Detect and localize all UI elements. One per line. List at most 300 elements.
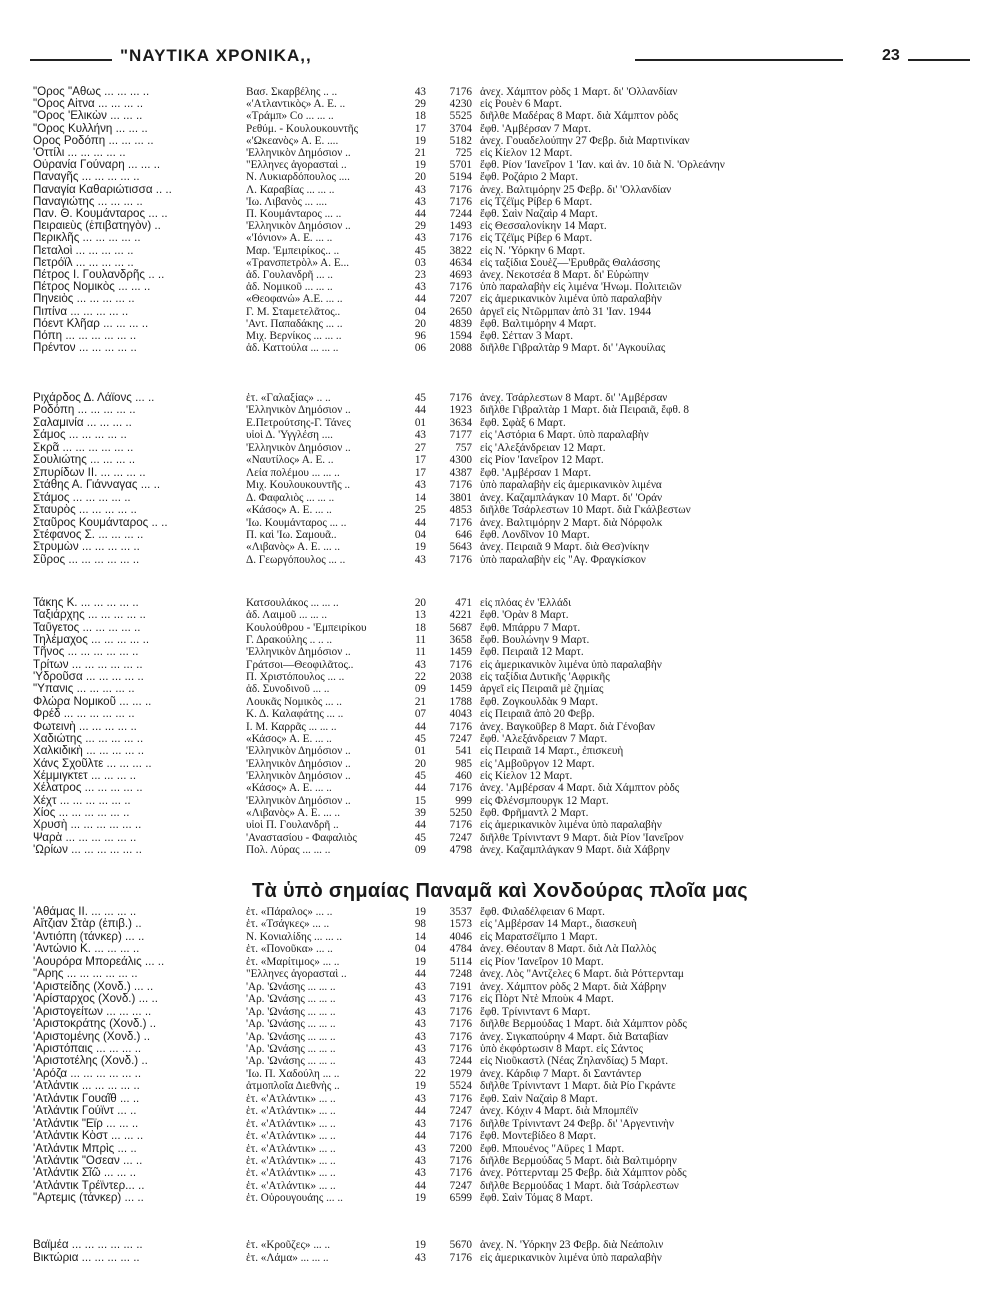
ship-status: διῆλθε Τσάρλεστων 10 Μαρτ. διὰ Γκάλβεστων xyxy=(480,504,691,517)
ship-name: Στέφανος Σ. ... ... ... .. xyxy=(33,528,144,541)
ship-status: εἰς Πειραιᾶ 14 Μαρτ., ἐπισκευὴ xyxy=(480,745,624,758)
ship-year: 04 xyxy=(414,528,426,541)
ship-name: "Ορος Αἶτνα ... ... ... .. xyxy=(33,98,144,111)
ship-row xyxy=(0,318,1000,330)
ship-status: διῆλθε Γιβραλτὰρ 1 Μαρτ. διὰ Πειραιᾶ, ἔφθ. 8 xyxy=(480,404,690,417)
ship-tonnage: 725 xyxy=(455,147,472,159)
ship-year: 15 xyxy=(414,794,426,807)
header-rule-left xyxy=(30,59,112,61)
ship-name: 'Ατλάντικ Γούϊντ ... .. xyxy=(33,1105,137,1118)
ship-year: 43 xyxy=(414,1055,426,1068)
ship-year: 20 xyxy=(414,757,426,770)
ship-row xyxy=(0,281,1000,293)
ship-row xyxy=(0,708,1000,720)
ship-name: 'Αριστομένης (Χονδ.) .. xyxy=(33,1030,151,1043)
ship-name: Πόπη ... ... ... ... ... .. xyxy=(33,330,137,342)
ship-status: ἀνεχ. Ν. 'Υόρκην 23 Φεβρ. διὰ Νεάπολιν xyxy=(480,1239,664,1251)
ship-row xyxy=(0,541,1000,553)
ship-year: 43 xyxy=(414,195,426,208)
ship-owner: ἀδ. Νομικοῦ ... ... .. xyxy=(246,281,333,294)
ship-year: 09 xyxy=(414,844,426,856)
ship-year: 27 xyxy=(414,441,426,454)
ship-owner: ἑτ. «Λάμα» ... ... .. xyxy=(246,1252,329,1264)
ship-owner: «Τρανσπετρὸλ» Α. Ε... xyxy=(246,256,350,269)
ship-tonnage: 7191 xyxy=(449,980,472,993)
ship-row xyxy=(0,417,1000,429)
ship-tonnage: 7176 xyxy=(449,1030,472,1043)
ship-tonnage: 7176 xyxy=(449,1018,472,1031)
ship-owner: ἀδ. Καττούλα ... ... .. xyxy=(246,342,339,355)
ship-name: Χαλκιδικὴ ... ... ... ... .. xyxy=(33,745,145,758)
ship-status: ἔφθ. Βαλτιμόρην 4 Μαρτ. xyxy=(480,317,597,330)
ship-row xyxy=(0,1018,1000,1030)
ship-year: 09 xyxy=(414,683,426,696)
ship-row xyxy=(0,906,1000,918)
ship-status: ἀνεχ. Θέουταν 8 Μαρτ. διὰ Λὰ Παλλὸς xyxy=(480,943,657,956)
ship-year: 04 xyxy=(414,305,426,318)
ship-row xyxy=(0,1167,1000,1179)
ship-owner: ἑτ. «Γαλαξίας» .. .. xyxy=(246,392,331,404)
ship-name: Πετρόϊλ ... ... ... ... .. xyxy=(33,256,134,269)
ship-status: ἀνεχ. Χάμπτον ρὸδς 1 Μαρτ. δι' 'Ολλανδίαν xyxy=(480,86,678,98)
ship-name: 'Οττίλι ... ... ... ... .. xyxy=(33,147,126,159)
ship-status: εἰς Ρουὲν 6 Μαρτ. xyxy=(480,98,562,111)
ship-name: 'Ατλάντικ Τρέϊντερ... .. xyxy=(33,1179,145,1192)
ship-status: εἰς ἀμερικανικὸν λιμένα ὑπὸ παραλαβὴν xyxy=(480,293,662,306)
ship-status: εἰς ἀμερικανικὸν λιμένα ὑπὸ παραλαβὴν xyxy=(480,1252,662,1264)
ship-row xyxy=(0,529,1000,541)
ship-tonnage: 5687 xyxy=(449,621,472,634)
ship-year: 29 xyxy=(414,98,426,111)
ship-status: διῆλθε Βερμούδας 5 Μαρτ. διὰ Βαλτιμόρην xyxy=(480,1155,677,1167)
ship-row xyxy=(0,745,1000,757)
ship-year: 19 xyxy=(414,1080,426,1093)
ship-name: Πεταλοὶ ... ... ... ... .. xyxy=(33,244,134,257)
ship-tonnage: 5701 xyxy=(449,159,472,172)
ship-tonnage: 646 xyxy=(455,528,472,541)
ship-row xyxy=(0,819,1000,831)
ship-year: 45 xyxy=(414,769,426,782)
ship-status: ἀνεχ. Γουαδελούπην 27 Φεβρ. διὰ Μαρτινίκαν xyxy=(480,134,690,147)
ship-year: 45 xyxy=(414,831,426,844)
ship-row xyxy=(0,733,1000,745)
header-rule-far xyxy=(908,59,970,61)
ship-status: ἀνεχ. Πειραιᾶ 9 Μαρτ. διὰ Θεσ)νίκην xyxy=(480,541,650,554)
ship-status: διῆλθε Βερμούδας 1 Μαρτ. διὰ Τσάρλεστων xyxy=(480,1179,679,1192)
ship-owner: ἑτ. Οὐρουγουάης ... .. xyxy=(246,1192,343,1205)
ship-owner: 'Ελληνικὸν Δημόσιον .. xyxy=(246,794,351,807)
ship-row xyxy=(0,110,1000,122)
ship-year: 44 xyxy=(414,404,426,417)
ship-status: ἔφθ. Πειραιᾶ 12 Μαρτ. xyxy=(480,646,584,659)
ship-row xyxy=(0,1043,1000,1055)
ship-year: 01 xyxy=(414,416,426,429)
ship-row xyxy=(0,467,1000,479)
ship-name: Ταξιάρχης ... ... ... ... .. xyxy=(33,609,146,622)
ship-tonnage: 4693 xyxy=(449,269,472,281)
ship-tonnage: 7176 xyxy=(449,658,472,671)
ship-status: εἰς ταξίδια Δυτικῆς 'Αφρικῆς xyxy=(480,671,610,684)
ship-row xyxy=(0,609,1000,621)
ship-row xyxy=(0,832,1000,844)
ship-tonnage: 3658 xyxy=(449,634,472,647)
ship-row xyxy=(0,721,1000,733)
ship-status: ὑπὸ παραλαβὴν εἰς "Αγ. Φραγκίσκον xyxy=(480,553,646,566)
ship-name: Περικλῆς ... ... ... ... .. xyxy=(33,232,141,245)
ship-name: Φλώρα Νομικοῦ ... ... .. xyxy=(33,695,152,708)
ship-tonnage: 5194 xyxy=(449,171,472,184)
ship-year: 17 xyxy=(414,466,426,479)
ship-tonnage: 7200 xyxy=(449,1142,472,1155)
ship-tonnage: 4300 xyxy=(449,454,472,467)
ship-name: Στάθης Α. Γιάνναγας ... .. xyxy=(33,479,161,492)
ship-name: Στάμος ... ... ... ... .. xyxy=(33,491,131,504)
ship-tonnage: 7176 xyxy=(449,1117,472,1130)
ship-status: ἔφθ. Μπάρρυ 7 Μαρτ. xyxy=(480,621,581,634)
ship-owner: Μαρ. 'Εμπειρίκος.. .. xyxy=(246,244,340,257)
ship-name: 'Αρόζα ... ... ... ... ... .. xyxy=(33,1067,142,1080)
ship-row xyxy=(0,1068,1000,1080)
ship-row xyxy=(0,671,1000,683)
ship-name: Σπυρίδων ΙΙ. ... ... ... .. xyxy=(33,466,146,479)
ship-name: Πόεντ Κλῆαρ ... ... ... .. xyxy=(33,317,149,330)
ship-row xyxy=(0,196,1000,208)
ship-status: εἰς 'Αστόρια 6 Μαρτ. ὑπὸ παραλαβὴν xyxy=(480,429,649,442)
ship-status: ἀνεχ. Κάρδιφ 7 Μαρτ. δι Σαντάντερ xyxy=(480,1067,642,1080)
ship-owner: Ε.Πετρούτσης-Γ. Τάνες xyxy=(246,416,351,429)
ship-tonnage: 541 xyxy=(455,745,472,758)
header-rule-right xyxy=(635,59,843,61)
ship-status: εἰς ἀμερικανικὸν λιμένα ὑπὸ παραλαβὴν xyxy=(480,819,662,832)
ship-owner: 'Ελληνικὸν Δημόσιον .. xyxy=(246,769,351,782)
ship-tonnage: 5643 xyxy=(449,541,472,554)
ship-tonnage: 4634 xyxy=(449,256,472,269)
ship-status: ὑπὸ παραλαβὴν εἰς ἀμερικανικὸν λιμένα xyxy=(480,479,662,492)
ship-year: 44 xyxy=(414,1130,426,1143)
ship-year: 96 xyxy=(414,330,426,342)
ship-name: 'Ατλάντικ ... ... ... ... .. xyxy=(33,1080,140,1093)
ship-name: Βαϊμέα ... ... ... ... ... .. xyxy=(33,1239,143,1251)
ship-row xyxy=(0,807,1000,819)
ship-row xyxy=(0,943,1000,955)
ship-name: "Ορος 'Ελικὼν ... ... .. xyxy=(33,110,143,123)
ship-owner: 'Ελληνικὸν Δημόσιον .. xyxy=(246,147,351,159)
ship-status: εἰς Μαρατσέϊμπο 1 Μαρτ. xyxy=(480,930,598,943)
ship-year: 25 xyxy=(414,504,426,517)
ship-name: 'Ατλάντικ Μπρὶς ... .. xyxy=(33,1142,137,1155)
ship-status: εἰς πλόας ἐν 'Ελλάδι xyxy=(480,597,572,609)
ship-name: Τῆνος ... ... ... ... ... .. xyxy=(33,646,139,659)
ship-year: 45 xyxy=(414,244,426,257)
ship-tonnage: 757 xyxy=(455,441,472,454)
ship-name: Τάκης Κ. ... ... ... ... .. xyxy=(33,597,139,609)
ship-row xyxy=(0,597,1000,609)
ship-owner: Ν. Κονιαλίδης ... ... .. xyxy=(246,930,343,943)
ship-name: Χίος ... ... ... ... ... .. xyxy=(33,806,130,819)
ship-year: 44 xyxy=(414,720,426,733)
ship-owner: «'Ατλαντικὸς» Α. Ε. .. xyxy=(246,98,346,111)
ship-year: 19 xyxy=(414,906,426,918)
ship-year: 43 xyxy=(414,86,426,98)
ship-tonnage: 4043 xyxy=(449,708,472,721)
ship-owner: ἑτ. «'Ατλάντικ» ... .. xyxy=(246,1105,336,1118)
ship-tonnage: 7247 xyxy=(449,1105,472,1118)
ship-tonnage: 7176 xyxy=(449,993,472,1006)
ship-owner: Κ. Δ. Καλαφάτης ... .. xyxy=(246,708,344,721)
ship-name: "Ορος "Αθως ... ... ... .. xyxy=(33,86,150,98)
ship-name: Πιπίνα ... ... ... ... .. xyxy=(33,305,129,318)
ship-status: ἔφθ. Μοντεβίδεο 8 Μαρτ. xyxy=(480,1130,597,1143)
ship-year: 43 xyxy=(414,479,426,492)
ship-year: 43 xyxy=(414,553,426,566)
ship-tonnage: 2650 xyxy=(449,305,472,318)
ship-tonnage: 7247 xyxy=(449,732,472,745)
ship-owner: Βασ. Σκαρβέλης .. .. xyxy=(246,86,338,98)
ship-tonnage: 5525 xyxy=(449,110,472,123)
ship-year: 11 xyxy=(415,634,426,647)
ship-row xyxy=(0,306,1000,318)
ship-status: διῆλθε Βερμούδας 1 Μαρτ. διὰ Χάμπτον ρὸδς xyxy=(480,1018,687,1031)
ship-owner: «Ναυτίλος» Α. Ε. .. xyxy=(246,454,334,467)
ship-owner: ἀτμοπλοΐα Διεθνὴς .. xyxy=(246,1080,340,1093)
ship-year: 06 xyxy=(414,342,426,355)
ship-status: ἔφθ. Σφὰξ 6 Μαρτ. xyxy=(480,416,566,429)
ship-status: εἰς Τζέϊμς Ρίβερ 6 Μαρτ. xyxy=(480,232,593,245)
ship-row xyxy=(0,392,1000,404)
ship-owner: «Κάσος» Α. Ε. ... .. xyxy=(246,782,332,795)
ship-year: 44 xyxy=(414,293,426,306)
ship-status: ἀνεχ. Καζαμπλάγκαν 10 Μαρτ. δι' 'Οράν xyxy=(480,491,663,504)
ship-tonnage: 3822 xyxy=(449,244,472,257)
ship-row xyxy=(0,1080,1000,1092)
ship-year: 43 xyxy=(414,1167,426,1180)
ship-tonnage: 460 xyxy=(455,769,472,782)
ship-tonnage: 7247 xyxy=(449,1179,472,1192)
ship-status: διῆλθε Γιβραλτὰρ 9 Μαρτ. δι' 'Αγκουίλας xyxy=(480,342,666,355)
ship-name: "Ορος Κυλλήνη ... ... .. xyxy=(33,122,148,135)
ship-status: ἀνεχ. Βαλτιμόρην 25 Φεβρ. δι' 'Ολλανδίαν xyxy=(480,183,672,196)
ship-year: 44 xyxy=(414,208,426,220)
ship-row xyxy=(0,1093,1000,1105)
ship-year: 44 xyxy=(414,516,426,529)
ship-row xyxy=(0,504,1000,516)
ship-tonnage: 4387 xyxy=(449,466,472,479)
ship-name: Οὐρανία Γούναρη ... ... .. xyxy=(33,159,161,172)
ship-status: ἀνεχ. Καζαμπλάγκαν 9 Μαρτ. διὰ Χάβρην xyxy=(480,844,670,856)
ship-owner: 'Ελληνικὸν Δημόσιον .. xyxy=(246,441,351,454)
page-header xyxy=(30,45,970,71)
ship-name: Πέτρος Νομικὸς ... ... .. xyxy=(33,281,151,294)
ship-status: ἀνεχ. Βαλτιμόρην 2 Μαρτ. διὰ Νόρφολκ xyxy=(480,516,663,529)
ship-name: Σῦρος ... ... ... ... ... .. xyxy=(33,553,140,566)
ship-status: ὑπὸ ἐκφόρτωσιν 8 Μαρτ. εἰς Σάντος xyxy=(480,1042,643,1055)
ship-name: Βικτώρια ... ... ... ... .. xyxy=(33,1252,140,1264)
ship-year: 19 xyxy=(414,955,426,968)
page-number: 23 xyxy=(882,47,900,64)
ship-year: 22 xyxy=(414,1067,426,1080)
ship-tonnage: 7176 xyxy=(449,392,472,404)
ship-row xyxy=(0,844,1000,856)
ship-tonnage: 7176 xyxy=(449,553,472,566)
ship-year: 43 xyxy=(414,1252,426,1264)
ship-row xyxy=(0,782,1000,794)
ship-row xyxy=(0,86,1000,98)
ship-tonnage: 3801 xyxy=(449,491,472,504)
ship-name: 'Ατλάντικ Γουαῖθ ... .. xyxy=(33,1092,140,1105)
ship-year: 29 xyxy=(414,220,426,233)
ship-tonnage: 4046 xyxy=(449,930,472,943)
ship-owner: 'Ελληνικὸν Δημόσιον .. xyxy=(246,404,351,417)
ship-tonnage: 7176 xyxy=(449,516,472,529)
ship-status: διῆλθε Μαδέρας 8 Μαρτ. διὰ Χάμπτον ρὸδς xyxy=(480,110,679,123)
ship-owner: Δ. Γεωργόπουλος ... .. xyxy=(246,553,346,566)
ship-year: 19 xyxy=(414,1239,426,1251)
ship-status: εἰς Ρίον 'Ιανεΐρον 10 Μαρτ. xyxy=(480,955,604,968)
ship-status: ἔφθ. Βουλώνην 9 Μαρτ. xyxy=(480,634,590,647)
ship-name: Πειραιεὺς (ἐπιβατηγὸν) .. xyxy=(33,220,161,233)
ship-name: 'Αριστογείτων ... ... ... .. xyxy=(33,1005,152,1018)
ship-name: 'Αριστόπαις ... ... ... .. xyxy=(33,1042,142,1055)
ship-tonnage: 7176 xyxy=(449,1130,472,1143)
ship-year: 43 xyxy=(414,1142,426,1155)
ship-owner: 'Αντ. Παπαδάκης ... .. xyxy=(246,317,343,330)
ship-name: 'Αριστείδης (Χονδ.) ... .. xyxy=(33,980,154,993)
ship-owner: «'Ιόνιον» Α. Ε. ... .. xyxy=(246,232,333,245)
ship-year: 43 xyxy=(414,1005,426,1018)
ship-year: 23 xyxy=(414,269,426,281)
ship-tonnage: 999 xyxy=(455,794,472,807)
ship-name: "Αρης ... ... ... ... ... .. xyxy=(33,968,138,981)
ship-owner: ἀδ. Συνοδινοῦ ... .. xyxy=(246,683,330,696)
ship-year: 07 xyxy=(414,708,426,721)
ship-year: 04 xyxy=(414,943,426,956)
ship-row xyxy=(0,492,1000,504)
ship-owner: Πολ. Λύρας ... ... .. xyxy=(246,844,331,856)
ship-year: 18 xyxy=(414,110,426,123)
ship-owner: ἑτ. «Τσάγκες» ... .. xyxy=(246,918,330,931)
ship-tonnage: 6599 xyxy=(449,1192,472,1205)
ship-row xyxy=(0,770,1000,782)
ship-row xyxy=(0,1055,1000,1067)
ship-row xyxy=(0,1192,1000,1204)
ship-name: 'Αντώνιο Κ. ... ... ... .. xyxy=(33,943,140,956)
ship-name: Φωτεινὴ ... ... ... ... .. xyxy=(33,720,137,733)
ship-tonnage: 4853 xyxy=(449,504,472,517)
ship-row xyxy=(0,554,1000,566)
ship-name: 'Ατλάντικ Κὸστ ... ... .. xyxy=(33,1130,144,1143)
ship-name: Σταῦρος Κουμάνταρος .. .. xyxy=(33,516,168,529)
ship-status: ἔφθ. 'Αμβέρσαν 1 Μαρτ. xyxy=(480,466,591,479)
ship-row xyxy=(0,795,1000,807)
ship-row xyxy=(0,622,1000,634)
ship-year: 17 xyxy=(414,454,426,467)
ship-row xyxy=(0,232,1000,244)
ship-status: ἔφθ. 'Αλεξάνδρειαν 7 Μαρτ. xyxy=(480,732,608,745)
ship-row xyxy=(0,159,1000,171)
ship-row xyxy=(0,683,1000,695)
ship-tonnage: 985 xyxy=(455,757,472,770)
ship-row xyxy=(0,1143,1000,1155)
ship-owner: υἱοὶ Δ. 'Υγγλέση .... xyxy=(246,429,333,442)
ship-year: 20 xyxy=(414,597,426,609)
ship-tonnage: 1979 xyxy=(449,1067,472,1080)
ship-owner: ἑτ. «Κροῦζες» ... .. xyxy=(246,1239,331,1251)
ship-status: εἰς Ν. 'Υόρκην 6 Μαρτ. xyxy=(480,244,586,257)
ship-name: 'Ατλάντικ "Εϊρ ... ... .. xyxy=(33,1117,139,1130)
ship-tonnage: 7176 xyxy=(449,1167,472,1180)
ship-name: 'Αριστοκράτης (Χονδ.) .. xyxy=(33,1018,157,1031)
ship-tonnage: 7176 xyxy=(449,1155,472,1167)
ship-owner: «Θεοφανώ» Α.Ε. ... .. xyxy=(246,293,343,306)
ship-name: Χαδιώτης ... ... ... ... .. xyxy=(33,732,144,745)
ship-year: 45 xyxy=(414,732,426,745)
ship-year: 43 xyxy=(414,1042,426,1055)
ship-name: "Αρτεμις (τάνκερ) ... .. xyxy=(33,1192,144,1205)
ship-row xyxy=(0,135,1000,147)
ship-name: Ριχάρδος Δ. Λάϊονς ... .. xyxy=(33,392,155,404)
section-title: Τὰ ὑπὸ σημαίας Παναμᾶ καὶ Χονδούρας πλοῖα μας xyxy=(252,880,748,902)
ship-owner: ἑτ. «'Ατλάντικ» ... .. xyxy=(246,1155,336,1167)
ship-status: ἔφθ. Σέτταν 3 Μαρτ. xyxy=(480,330,574,342)
ship-row xyxy=(0,98,1000,110)
ship-row xyxy=(0,659,1000,671)
ship-year: 43 xyxy=(414,281,426,294)
ship-tonnage: 4839 xyxy=(449,317,472,330)
ship-name: Αἴτζιαν Στὰρ (ἐπιβ.) .. xyxy=(33,918,142,931)
ship-tonnage: 4798 xyxy=(449,844,472,856)
ship-status: εἰς ἀμερικανικὸν λιμένα ὑπὸ παραλαβὴν xyxy=(480,658,662,671)
ship-status: ἔφθ. Τρίνινταντ 6 Μαρτ. xyxy=(480,1005,591,1018)
ship-year: 22 xyxy=(414,671,426,684)
ship-year: 13 xyxy=(414,609,426,622)
ship-tonnage: 3537 xyxy=(449,906,472,918)
ship-owner: 'Αρ. 'Ωνάσης ... ... .. xyxy=(246,1030,336,1043)
ship-year: 43 xyxy=(414,1030,426,1043)
ship-tonnage: 7177 xyxy=(449,429,472,442)
ship-tonnage: 5250 xyxy=(449,806,472,819)
ship-owner: 'Ιω. Π. Χαδούλη ... .. xyxy=(246,1067,340,1080)
ship-row xyxy=(0,1180,1000,1192)
ship-tonnage: 7176 xyxy=(449,195,472,208)
ship-status: ἀνεχ. Ρόττερνταμ 25 Φεβρ. διὰ Χάμπτον ρὸδς xyxy=(480,1167,687,1180)
ship-status: εἰς 'Αμβοῦργον 12 Μαρτ. xyxy=(480,757,595,770)
ship-row xyxy=(0,171,1000,183)
ship-tonnage: 7176 xyxy=(449,281,472,294)
ship-name: 'Αρίσταρχος (Χονδ.) ... .. xyxy=(33,993,158,1006)
ship-name: 'Αουρόρα Μπορεάλις ... .. xyxy=(33,955,165,968)
ship-owner: ἑτ. «Πάραλος» ... .. xyxy=(246,906,333,918)
ship-name: 'Ατλάντικ Σῖῶ ... ... .. xyxy=(33,1167,137,1180)
ship-owner: ἑτ. «'Ατλάντικ» ... .. xyxy=(246,1179,336,1192)
ship-year: 44 xyxy=(414,1105,426,1118)
ship-year: 20 xyxy=(414,171,426,184)
ship-row xyxy=(0,634,1000,646)
ship-row xyxy=(0,696,1000,708)
ship-name: Σάμος ... ... ... ... .. xyxy=(33,429,127,442)
ship-name: 'Ατλάντικ "Οσεαν ... .. xyxy=(33,1155,143,1167)
ship-row xyxy=(0,1118,1000,1130)
ship-year: 19 xyxy=(414,541,426,554)
ship-row xyxy=(0,257,1000,269)
ship-name: Ταΰγετος ... ... ... ... .. xyxy=(33,621,141,634)
ship-row xyxy=(0,646,1000,658)
ship-name: Παναγιώτης ... ... ... .. xyxy=(33,195,143,208)
ship-status: εἰς Ρίον 'Ιανεΐρον 12 Μαρτ. xyxy=(480,454,604,467)
ship-owner: Γ. Μ. Σταμετελᾶτος.. xyxy=(246,305,341,318)
ship-tonnage: 3634 xyxy=(449,416,472,429)
ship-year: 44 xyxy=(414,782,426,795)
ship-status: ὑπὸ παραλαβὴν εἰς λιμένα 'Ηνωμ. Πολιτειῶν xyxy=(480,281,682,294)
